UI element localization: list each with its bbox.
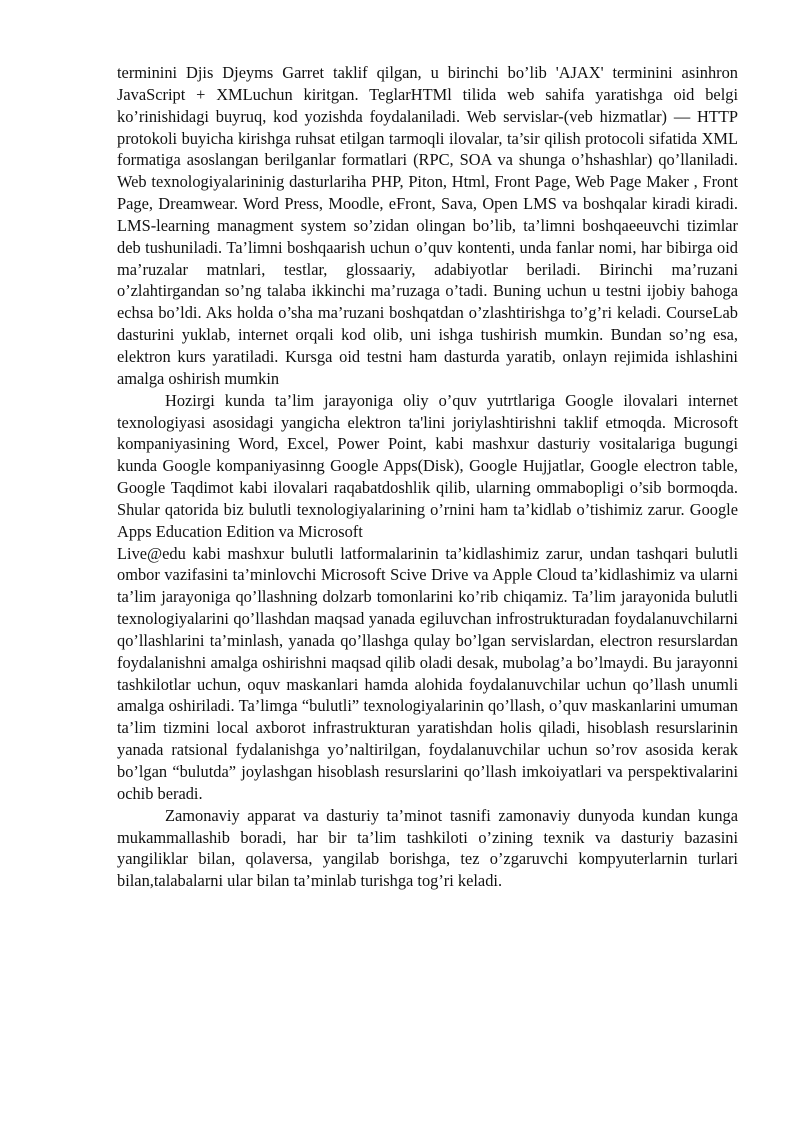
document-page [117,62,738,892]
paragraph-cloud-platforms: Live@edu kabi mashxur bulutli latformalarinin ta’kidlashimiz zarur, undan tashqari bulutli ombor vazifasini ta’minlovchi Microsoft Scive Drive va Apple Cloud ta’kidlashimiz va ularni ta’lim jarayoniga qo’llashning dolzarb tomonlarini ko’rib chiqamiz. Ta’lim jarayonida bulutli texnologiyalarini qo’llashdan maqsad yanada egiluvchan infrostrukturadan foydalanuvchilarni qo’llashlarini ta’minlash, yanada qo’llashga qulay bo’lgan servislardan, electron resurslardan foydalanishni amalga oshirishni maqsad qilib oladi desak, mubolag’a bo’lmaydi. Bu jarayonni tashkilotlar uchun, oquv maskanlari hamda alohida foydalanuvchilar uchun qo’llash unumli amalga oshiriladi. Ta’limga “bulutli” texnologiyalarinin qo’llash, o’quv maskanlarini umuman ta’lim tizmini local axborot infrastrukturan yaratishdan holis qiladi, hisoblash resurslarinin yanada ratsional fydalanishga yo’naltirilgan, foydalanuvchilar uchun so’rov asosida kerak bo’lgan “bulutda” joylashgan hisoblash resurslarini qo’llash imkoiyatlari va perspektivalarini ochib beradi. [117,543,738,803]
paragraph-google-apps: Hozirgi kunda ta’lim jarayoniga oliy o’quv yutrtlariga Google ilovalari internet texnologiyasi asosidagi yangicha elektron ta'lini joriylashtirishni taklif etmoqda. Microsoft kompaniyasining Word, Excel, Power Point, kabi mashxur dasturiy vositalariga bugungi kunda Google kompaniyasinng Google Apps(Disk), Google Hujjatlar, Google electron table, Google Taqdimot kabi ilovalari raqabatdoshlik qilib, ularning ommabopligi o’sib bormoqda. Shular qatorida biz bulutli texnologiyalarining o’rnini ham ta’kidlab o’tishimiz zarur. Google Apps Education Edition va Microsoft [117,390,738,541]
paragraph-ajax-web-technologies: terminini Djis Djeyms Garret taklif qilgan, u birinchi bo’lib 'AJAX' terminini asinhron JavaScript + XMLuchun kiritgan. TeglarHTMl tilida web sahifa yaratishga oid belgi ko’rinishidagi buyruq, kod yozishda foydalaniladi. Web servislar-(veb hizmatlar) — HTTP protokoli buyicha kirishga ruhsat etilgan tarmoqli ilovalar, ta’sir qilish protocoli sifatida XML formatiga asoslangan berilganlar formatlari (RPC, SOA va shunga o’hshashlar) qo’llaniladi. Web texnologiyalarininig dasturlariha PHP, Piton, Html, Front Page, Web Page Maker , Front Page, Dreamwear. Word Press, Moodle, eFront, Sava, Open LMS va boshqalar kiradi kiradi. LMS-learning managment system so’zidan olingan bo’lib, ta’limni boshqaeeuvchi tizimlar deb tushuniladi. Ta’limni boshqaarish uchun o’quv kontenti, unda fanlar nomi, har bibirga oid ma’ruzalar matnlari, testlar, glossaariy, adabiyotlar beriladi. Birinchi ma’ruzani o’zlahtirgandan so’ng talaba ikkinchi ma’ruzaga o’tadi. Buning uchun u testni ijobiy bahoga echsa bo’ldi. Aks holda o’sha ma’ruzani boshqatdan o’zlashtirishga to’g’ri keladi. CourseLab dasturini yuklab, internet orqali kod olib, uni ishga tushirish mumkin. Bundan so’ng esa, elektron kurs yaratiladi. Kursga oid testni ham dasturda yaratib, onlayn rejimida ishlashini amalga oshirish mumkin [117,63,738,388]
paragraph-modern-hardware-software: Zamonaviy apparat va dasturiy ta’minot tasnifi zamonaviy dunyoda kundan kunga mukammallashib boradi, har bir ta’lim tashkiloti o’zining texnik va dasturiy bazasini yangiliklar bilan, qolaversa, yangilab borishga, tez o’zgaruvchi kompyuterlarnin turlari bilan,talabalarni ular bilan ta’minlab turishga tog’ri keladi. [117,805,738,891]
